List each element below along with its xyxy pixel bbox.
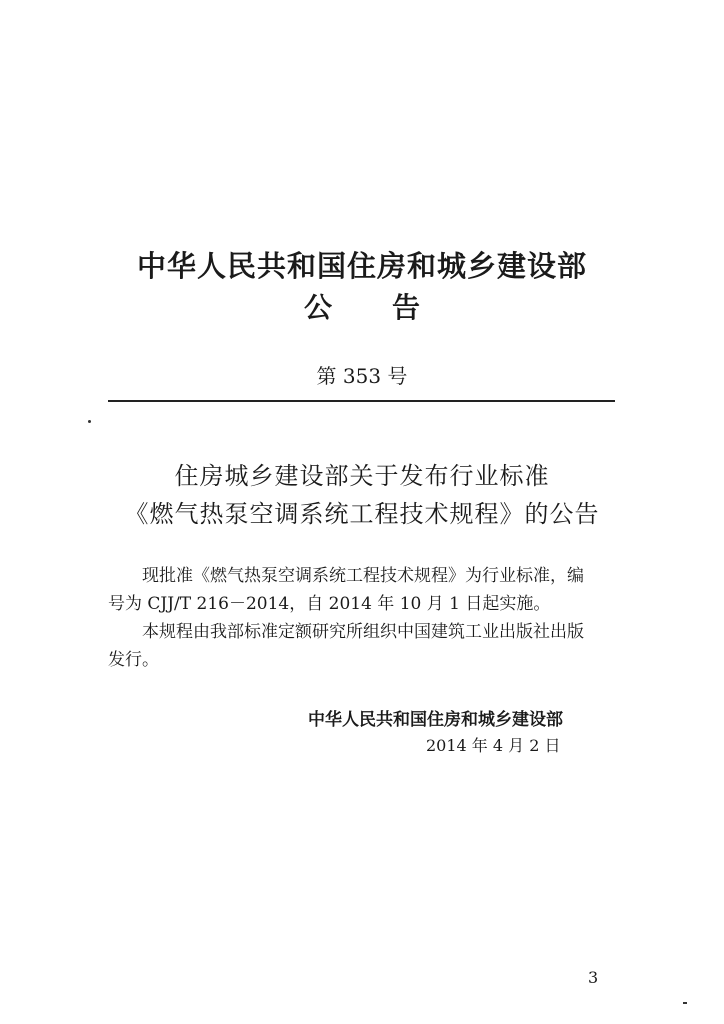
headline-line-1: 住房城乡建设部关于发布行业标准: [174, 462, 550, 490]
page-number: 3: [588, 968, 599, 987]
ministry-title: 中华人民共和国住房和城乡建设部: [136, 249, 587, 283]
signature-issuer: 中华人民共和国住房和城乡建设部: [308, 710, 563, 730]
body-paragraph-1-line-2: 号为 CJJ/T 216－2014，自 2014 年 10 月 1 日起实施。: [108, 594, 551, 614]
notice-number: 第 353 号: [316, 364, 408, 388]
headline-line-2: 《燃气热泵空调系统工程技术规程》的公告: [124, 500, 600, 528]
body-paragraph-2-line-2: 发行。: [108, 650, 159, 670]
header-divider: [108, 400, 615, 402]
body-paragraph-1-line-1: 现批准《燃气热泵空调系统工程技术规程》为行业标准，编: [142, 566, 584, 586]
signature-date: 2014 年 4 月 2 日: [426, 736, 561, 755]
scan-speck: [88, 420, 91, 423]
body-paragraph-2-line-1: 本规程由我部标准定额研究所组织中国建筑工业出版社出版: [142, 622, 584, 642]
notice-title-char-2: 告: [392, 291, 421, 324]
notice-title-char-1: 公: [303, 291, 332, 324]
scan-mark: [683, 1002, 687, 1004]
notice-title: [0, 286, 724, 326]
